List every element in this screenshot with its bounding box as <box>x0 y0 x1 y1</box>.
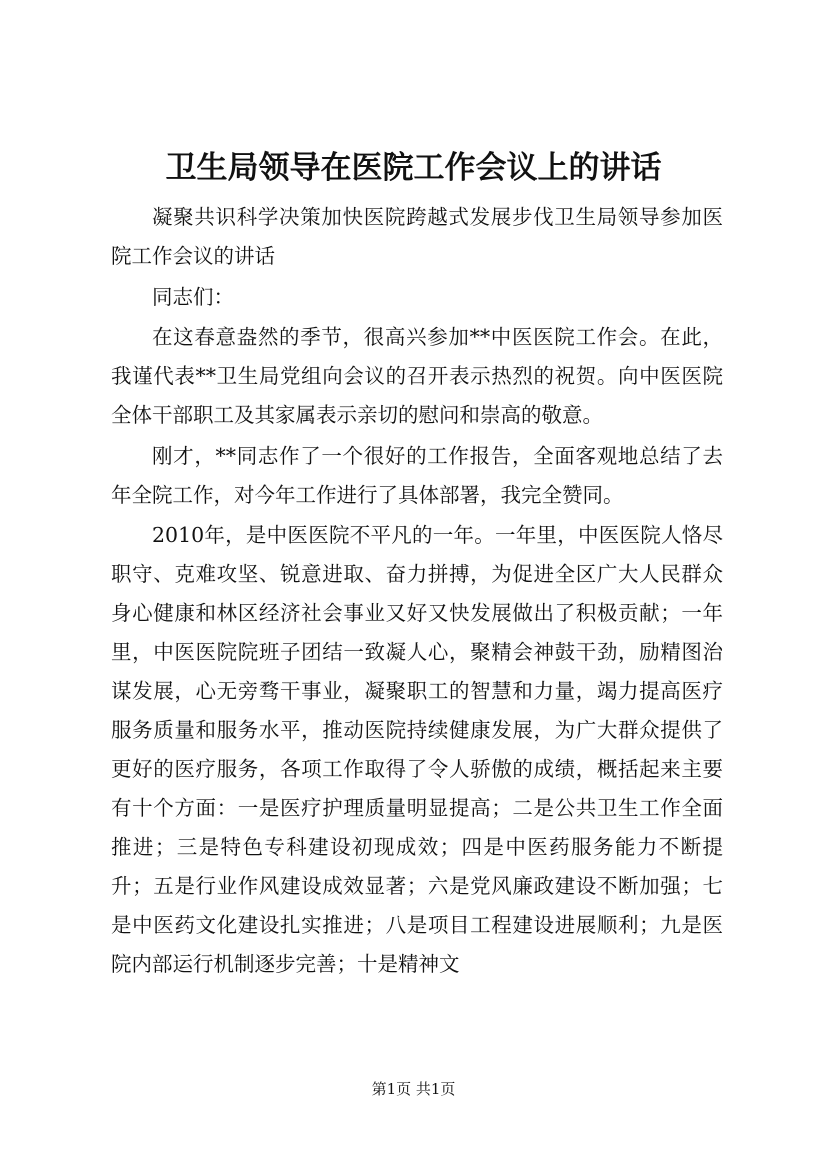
body-paragraph: 刚才，**同志作了一个很好的工作报告，全面客观地总结了去年全院工作，对今年工作进行了具体部署，我完全赞同。 <box>111 443 723 507</box>
body-paragraph: 在这春意盎然的季节，很高兴参加**中医医院工作会。在此，我谨代表**卫生局党组向会议的召开表示热烈的祝贺。向中医医院全体干部职工及其家属表示亲切的慰问和崇高的敬意。 <box>111 325 723 427</box>
page-footer: 第1页 共1页 <box>371 1080 456 1098</box>
subtitle-paragraph: 凝聚共识科学决策加快医院跨越式发展步伐卫生局领导参加医院工作会议的讲话 <box>111 205 723 268</box>
body-paragraph: 2010年，是中医医院不平凡的一年。一年里，中医医院人恪尽职守、克难攻坚、锐意进取、奋力拼搏，为促进全区广大人民群众身心健康和林区经济社会事业又好又快发展做出了积极贡献；一年里，中医医院院班子团结一致凝人心，聚精会神鼓干劲，励精图治谋发展，心无旁骛干事业，凝聚职工的智慧和力量，竭力提高医疗服务质量和服务水平，推动医院持续健康发展，为广大群众提供了更好的医疗服务，各项工作取得了令人骄傲的成绩，概括起来主要有十个方面：一是医疗护理质量明显提高；二是公共卫生工作全面推进；三是特色专科建设初现成效；四是中医药服务能力不断提升；五是行业作风建设成效显著；六是党风廉政建设不断加强；七是中医药文化建设扎实推进；八是项目工程建设进展顺利；九是医院内部运行机制逐步完善；十是精神文 <box>111 523 723 976</box>
salutation-paragraph: 同志们： <box>152 284 234 309</box>
document-title: 卫生局领导在医院工作会议上的讲话 <box>165 150 662 186</box>
document-body <box>111 198 723 986</box>
